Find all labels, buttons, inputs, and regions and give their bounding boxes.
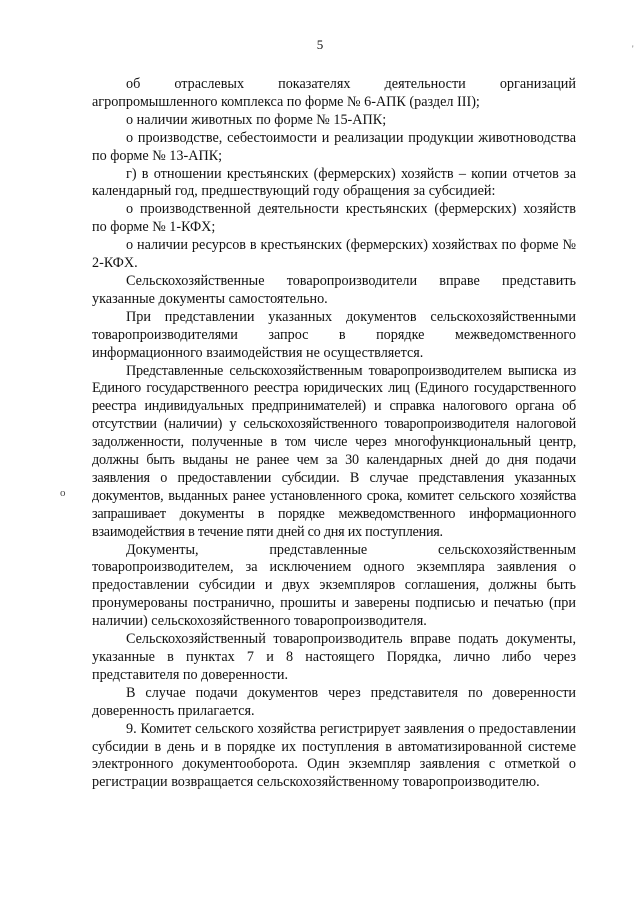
paragraph-power-of-attorney: В случае подачи документов через представителя по доверенности доверенность прилагается.	[92, 684, 576, 719]
paragraph-registration: 9. Комитет сельского хозяйства регистрирует заявления о предоставлении субсидии в день и в порядке их поступления в автоматизированной системе электронного документооборота. Один экземпляр заявления с отметкой о регистрации возвращается сельскохозяйственному товаропроизводителю.	[92, 720, 576, 791]
paragraph-kfh-2: о наличии ресурсов в крестьянских (фермерских) хозяйствах по форме № 2-КФХ.	[92, 237, 576, 272]
paragraph-registry-extract: Представленные сельскохозяйственным товаропроизводителем выписка из Единого государственного реестра юридических лиц (Единого государственного реестра индивидуальных предпринимателей) и справка налогового органа об отсутствии (наличии) у сельскохозяйственного товаропроизводителя налоговой задолженности, полученные в том числе через многофункциональный центр, должны быть выданы не ранее чем за 30 календарных дней до дня подачи заявления о предоставлении субсидии. В случае представления указанных документов, выданных ранее установленного срока, комитет сельского хозяйства запрашивает документы в порядке межведомственного информационного взаимодействия в течение пяти дней со дня их поступления.	[92, 362, 576, 540]
page-number: 5	[316, 37, 324, 52]
paragraph-animals: о наличии животных по форме № 15-АПК;	[126, 111, 387, 128]
paragraph-no-request: При представлении указанных документов сельскохозяйственными товаропроизводителями запрос в порядке межведомственного информационного взаимодействия не осуществляется.	[92, 308, 576, 361]
paragraph-document-numbering: Документы, представленные сельскохозяйственным товаропроизводителем, за исключением одного экземпляра заявления о предоставлении субсидии и двух экземпляров соглашения, должны быть пронумерованы постранично, прошиты и заверены подписью и печатью (при наличии) сельскохозяйственного товаропроизводителя.	[92, 541, 576, 630]
document-body	[92, 76, 576, 792]
paragraph-kfh-1: о производственной деятельности крестьянских (фермерских) хозяйств по форме № 1-КФХ;	[92, 201, 576, 236]
scan-mark-left-margin: o	[60, 487, 66, 499]
paragraph-farm-reports: г) в отношении крестьянских (фермерских) хозяйств – копии отчетов за календарный год, предшествующий году обращения за субсидией:	[92, 165, 576, 200]
scan-mark-top-right: '	[632, 44, 634, 54]
paragraph-self-submission: Сельскохозяйственные товаропроизводители вправе представить указанные документы самостоятельно.	[92, 272, 576, 307]
paragraph-agro-indicators: об отраслевых показателях деятельности организаций агропромышленного комплекса по форме № 6-АПК (раздел III);	[92, 76, 576, 110]
paragraph-submission-method: Сельскохозяйственный товаропроизводитель вправе подать документы, указанные в пунктах 7 и 8 настоящего Порядка, лично либо через представителя по доверенности.	[92, 631, 576, 683]
paragraph-livestock-production: о производстве, себестоимости и реализации продукции животноводства по форме № 13-АПК;	[92, 129, 576, 164]
